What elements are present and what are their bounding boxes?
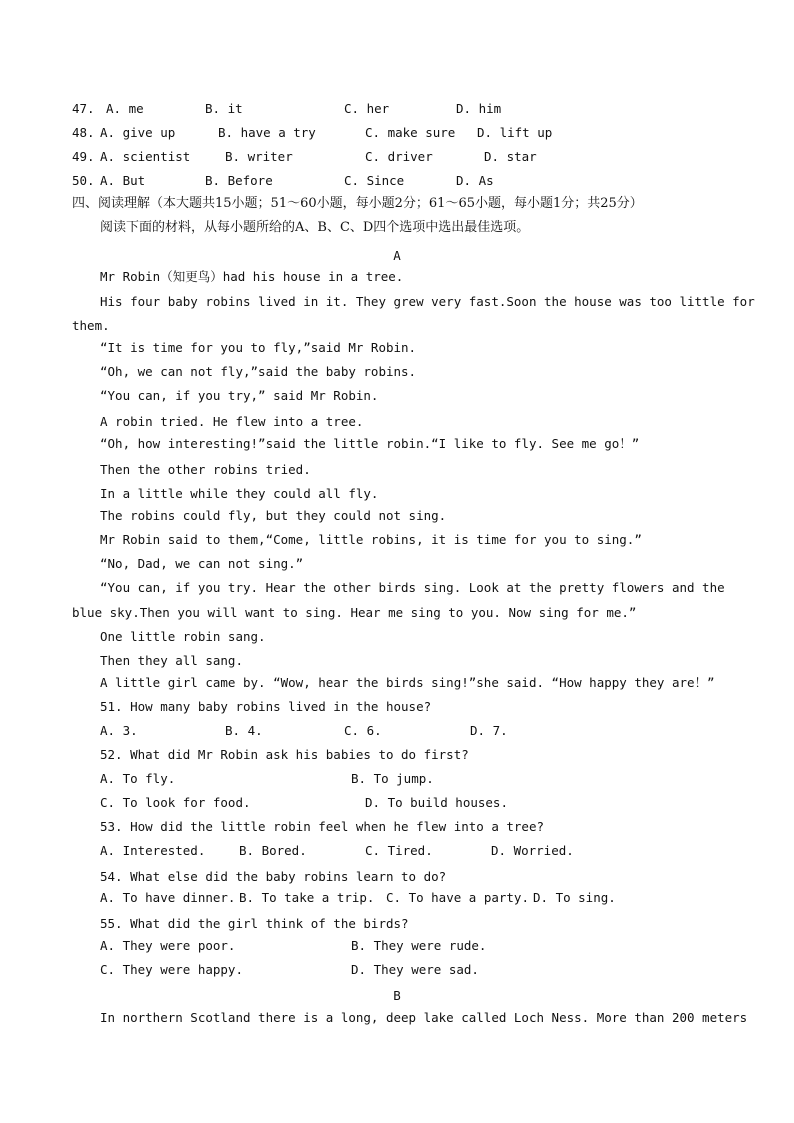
passage-line: them. xyxy=(72,318,110,333)
option-a: A. But xyxy=(100,173,146,188)
option-d: D. Worried. xyxy=(491,843,574,858)
passage-b-label: B xyxy=(393,988,401,1003)
option-a: A. me xyxy=(106,101,144,116)
option-b: B. Bored. xyxy=(239,843,307,858)
passage-line: His four baby robins lived in it. They grew very fast.Soon the house was too little for xyxy=(100,294,755,309)
passage-line: “You can, if you try,” said Mr Robin. xyxy=(100,388,379,403)
option-d: D. him xyxy=(456,101,502,116)
option-a: A. To have dinner. xyxy=(100,890,236,905)
option-b: B. it xyxy=(205,101,243,116)
option-c: C. To have a party. xyxy=(386,890,529,905)
option-a: A. give up xyxy=(100,125,176,140)
option-d: D. 7. xyxy=(470,723,508,738)
option-b: B. To take a trip. xyxy=(239,890,375,905)
option-a: A. They were poor. xyxy=(100,938,236,953)
passage-line: “You can, if you try. Hear the other birds sing. Look at the pretty flowers and the xyxy=(100,580,725,595)
option-c: C. 6. xyxy=(344,723,382,738)
option-a: A. Interested. xyxy=(100,843,206,858)
option-d: D. To sing. xyxy=(533,890,616,905)
option-d: D. lift up xyxy=(477,125,553,140)
question-stem: 54. What else did the baby robins learn to do? xyxy=(100,869,447,884)
option-b: B. 4. xyxy=(225,723,263,738)
option-d: D. They were sad. xyxy=(351,962,479,977)
passage-line: In a little while they could all fly. xyxy=(100,486,379,501)
passage-line: Mr Robin（知更鸟）had his house in a tree. xyxy=(100,269,404,284)
option-c: C. Since xyxy=(344,173,405,188)
section-heading: 四、阅读理解（本大题共15小题；51～60小题，每小题2分；61～65小题，每小题1分；共25分） xyxy=(72,196,643,211)
question-number: 48. xyxy=(72,125,95,140)
option-c: C. make sure xyxy=(365,125,456,140)
passage-b-first-line: In northern Scotland there is a long, deep lake called Loch Ness. More than 200 meters xyxy=(100,1010,748,1025)
option-a: A. To fly. xyxy=(100,771,176,786)
option-c: C. To look for food. xyxy=(100,795,251,810)
option-d: D. As xyxy=(456,173,494,188)
passage-line: “It is time for you to fly,”said Mr Robin. xyxy=(100,340,417,355)
passage-line: The robins could fly, but they could not sing. xyxy=(100,508,447,523)
question-stem: 53. How did the little robin feel when he flew into a tree? xyxy=(100,819,545,834)
option-a: A. 3. xyxy=(100,723,138,738)
option-c: C. Tired. xyxy=(365,843,433,858)
option-a: A. scientist xyxy=(100,149,191,164)
passage-line: Then the other robins tried. xyxy=(100,462,311,477)
option-c: C. her xyxy=(344,101,390,116)
option-b: B. They were rude. xyxy=(351,938,487,953)
section-instruction: 阅读下面的材料，从每小题所给的A、B、C、D四个选项中选出最佳选项。 xyxy=(100,220,530,235)
passage-line: Mr Robin said to them,“Come, little robins, it is time for you to sing.” xyxy=(100,532,642,547)
option-b: B. writer xyxy=(225,149,293,164)
question-number: 47. xyxy=(72,101,95,116)
passage-line: Then they all sang. xyxy=(100,653,243,668)
passage-line: “Oh, how interesting!”said the little robin.“I like to fly. See me go！” xyxy=(100,436,640,451)
passage-line: A robin tried. He flew into a tree. xyxy=(100,414,364,429)
passage-a-label: A xyxy=(393,248,401,263)
option-b: B. have a try xyxy=(218,125,316,140)
question-number: 50. xyxy=(72,173,95,188)
option-b: B. Before xyxy=(205,173,273,188)
option-c: C. driver xyxy=(365,149,433,164)
question-stem: 51. How many baby robins lived in the house? xyxy=(100,699,432,714)
passage-line: blue sky.Then you will want to sing. Hear me sing to you. Now sing for me.” xyxy=(72,605,637,620)
passage-line: “No, Dad, we can not sing.” xyxy=(100,556,304,571)
option-d: D. To build houses. xyxy=(365,795,508,810)
passage-line: “Oh, we can not fly,”said the baby robins. xyxy=(100,364,417,379)
question-stem: 55. What did the girl think of the birds? xyxy=(100,916,409,931)
passage-line: One little robin sang. xyxy=(100,629,266,644)
option-d: D. star xyxy=(484,149,537,164)
passage-line: A little girl came by. “Wow, hear the birds sing!”she said. “How happy they are！” xyxy=(100,675,715,690)
option-b: B. To jump. xyxy=(351,771,434,786)
question-number: 49. xyxy=(72,149,95,164)
option-c: C. They were happy. xyxy=(100,962,243,977)
question-stem: 52. What did Mr Robin ask his babies to do first? xyxy=(100,747,469,762)
